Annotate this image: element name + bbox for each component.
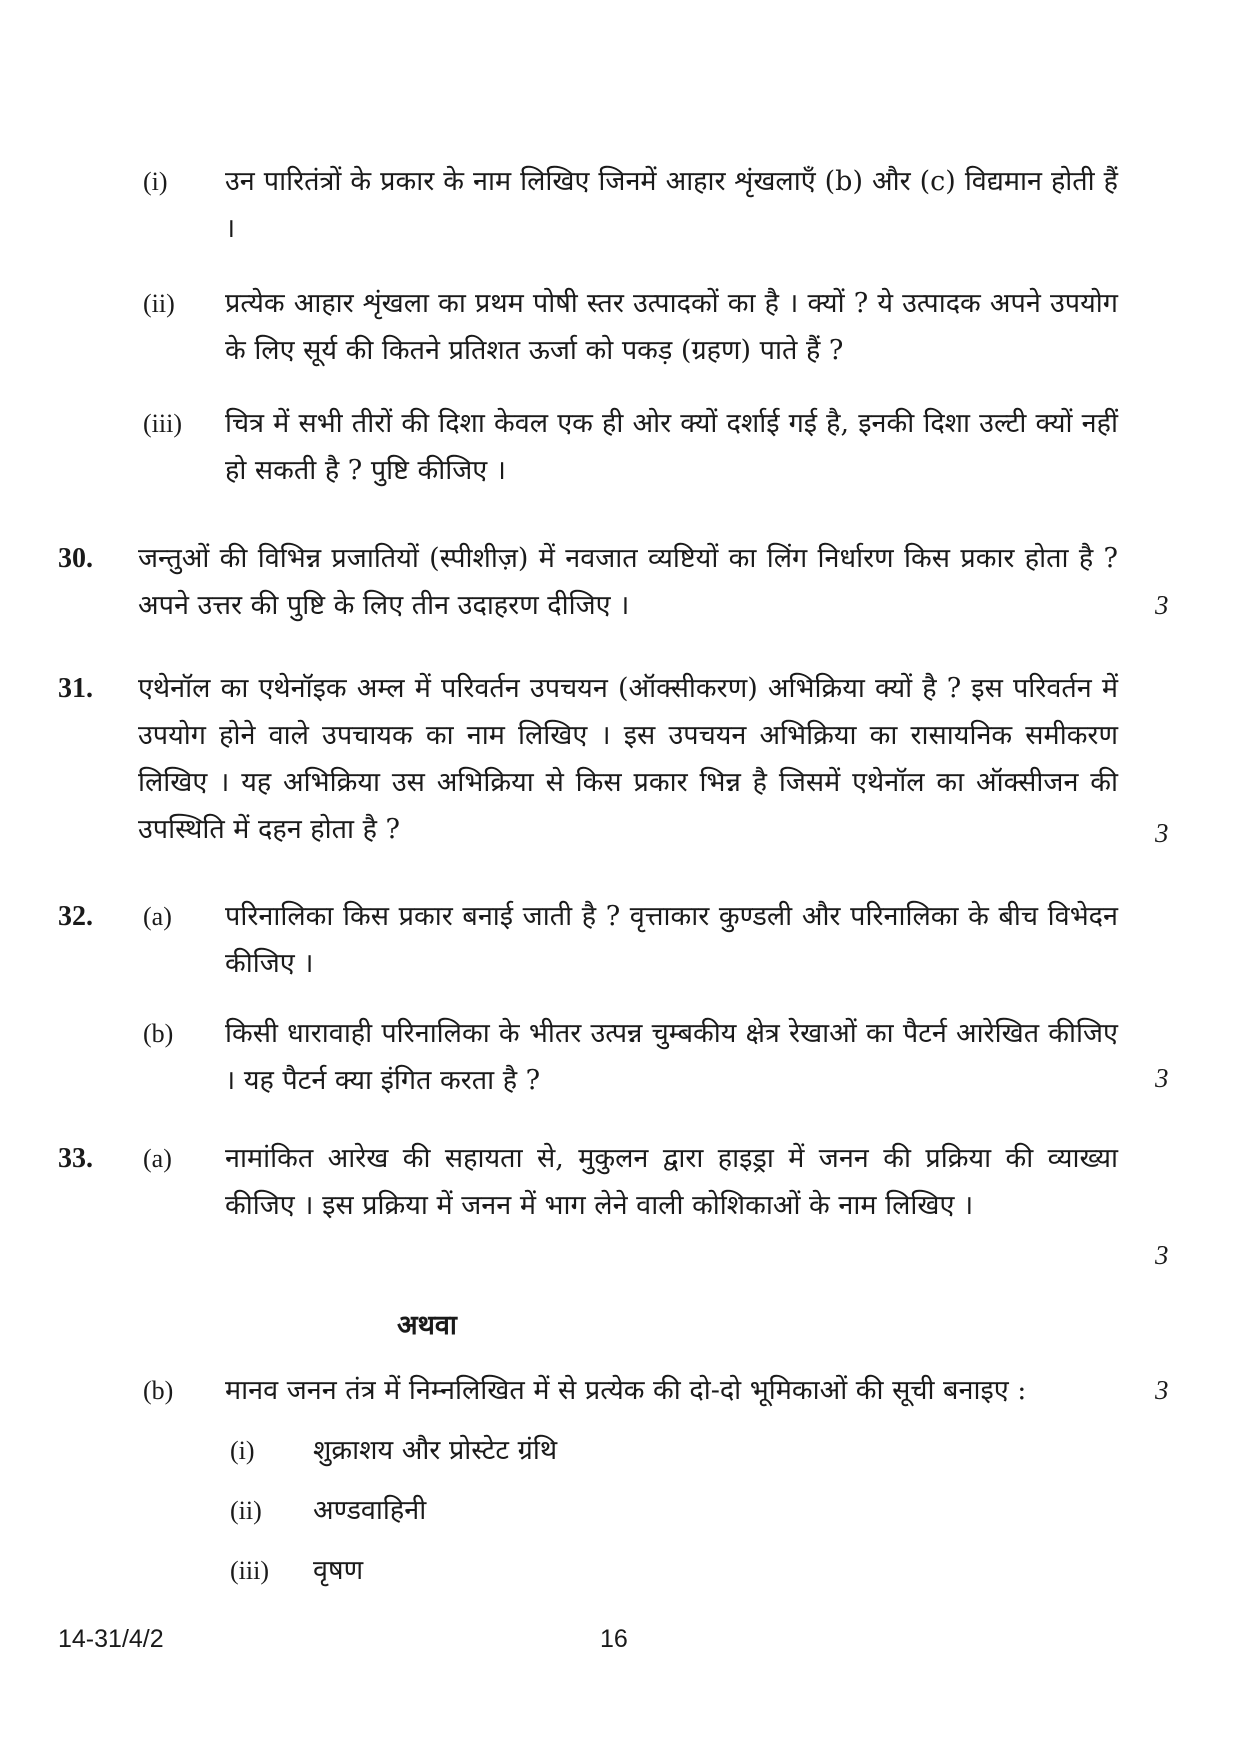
q31-marks: 3 [1155, 818, 1169, 848]
q33-b-item-i-label: (i) [230, 1436, 255, 1465]
q33-a-label: (a) [143, 1144, 172, 1173]
or-heading: अथवा [397, 1310, 457, 1341]
q33-a-marks: 3 [1155, 1240, 1169, 1270]
q33-b-marks: 3 [1155, 1375, 1169, 1405]
q33-b-item-iii-text: वृषण [313, 1555, 364, 1586]
q32-marks: 3 [1155, 1063, 1169, 1093]
q33-b-label: (b) [143, 1376, 174, 1405]
q30-text: जन्तुओं की विभिन्न प्रजातियों (स्पीशीज़) में नवजात व्यष्टियों का लिंग निर्धारण किस प्रकार होता है ? अपने उत्तर की पुष्टि के लिए तीन उदाहरण दीजिए । [138, 543, 1118, 621]
q32-a-label: (a) [143, 902, 172, 931]
q33-b-item-iii-label: (iii) [230, 1556, 269, 1585]
q33-b-item-ii-text: अण्डवाहिनी [313, 1495, 427, 1526]
q31-number: 31. [58, 673, 93, 704]
q32-a-text: परिनालिका किस प्रकार बनाई जाती है ? वृत्ताकार कुण्डली और परिनालिका के बीच विभेदन कीजिए । [225, 901, 1118, 979]
q32-b-label: (b) [143, 1019, 174, 1048]
q33-b-text: मानव जनन तंत्र में निम्नलिखित में से प्रत्येक की दो-दो भूमिकाओं की सूची बनाइए : [225, 1375, 1027, 1406]
q33-a-text: नामांकित आरेख की सहायता से, मुकुलन द्वारा हाइड्रा में जनन की प्रक्रिया की व्याख्या कीजिए । इस प्रक्रिया में जनन में भाग लेने वाली कोशिकाओं के नाम लिखिए । [225, 1143, 1118, 1221]
q32-b-text: किसी धारावाही परिनालिका के भीतर उत्पन्न चुम्बकीय क्षेत्र रेखाओं का पैटर्न आरेखित कीजिए । यह पैटर्न क्या इंगित करता है ? [225, 1018, 1118, 1096]
q30-marks: 3 [1155, 590, 1169, 620]
q33-b-item-ii-label: (ii) [230, 1496, 262, 1525]
page-number: 16 [600, 1625, 628, 1653]
q33-b-item-i-text: शुक्राशय और प्रोस्टेट ग्रंथि [313, 1435, 558, 1466]
q29-part-iii-text: चित्र में सभी तीरों की दिशा केवल एक ही ओर क्यों दर्शाई गई है, इनकी दिशा उल्टी क्यों नहीं हो सकती है ? पुष्टि कीजिए । [225, 408, 1118, 486]
q32-number: 32. [58, 901, 93, 932]
q31-text: एथेनॉल का एथेनॉइक अम्ल में परिवर्तन उपचयन (ऑक्सीकरण) अभिक्रिया क्यों है ? इस परिवर्तन में उपयोग होने वाले उपचायक का नाम लिखिए । इस उपचयन अभिक्रिया का रासायनिक समीकरण लिखिए । यह अभिक्रिया उस अभिक्रिया से किस प्रकार भिन्न है जिसमें एथेनॉल का ऑक्सीजन की उपस्थिति में दहन होता है ? [138, 673, 1118, 845]
q29-part-i-text: उन पारितंत्रों के प्रकार के नाम लिखिए जिनमें आहार शृंखलाएँ (b) और (c) विद्यमान होती हैं । [225, 166, 1118, 244]
q29-part-i-label: (i) [143, 167, 168, 196]
q29-part-ii-text: प्रत्येक आहार शृंखला का प्रथम पोषी स्तर उत्पादकों का है । क्यों ? ये उत्पादक अपने उपयोग के लिए सूर्य की कितने प्रतिशत ऊर्जा को पकड़ (ग्रहण) पाते हैं ? [225, 288, 1118, 366]
q29-part-iii-label: (iii) [143, 409, 182, 438]
q29-part-ii-label: (ii) [143, 289, 175, 318]
q30-number: 30. [58, 543, 93, 574]
paper-code: 14-31/4/2 [58, 1625, 164, 1653]
q33-number: 33. [58, 1143, 93, 1174]
